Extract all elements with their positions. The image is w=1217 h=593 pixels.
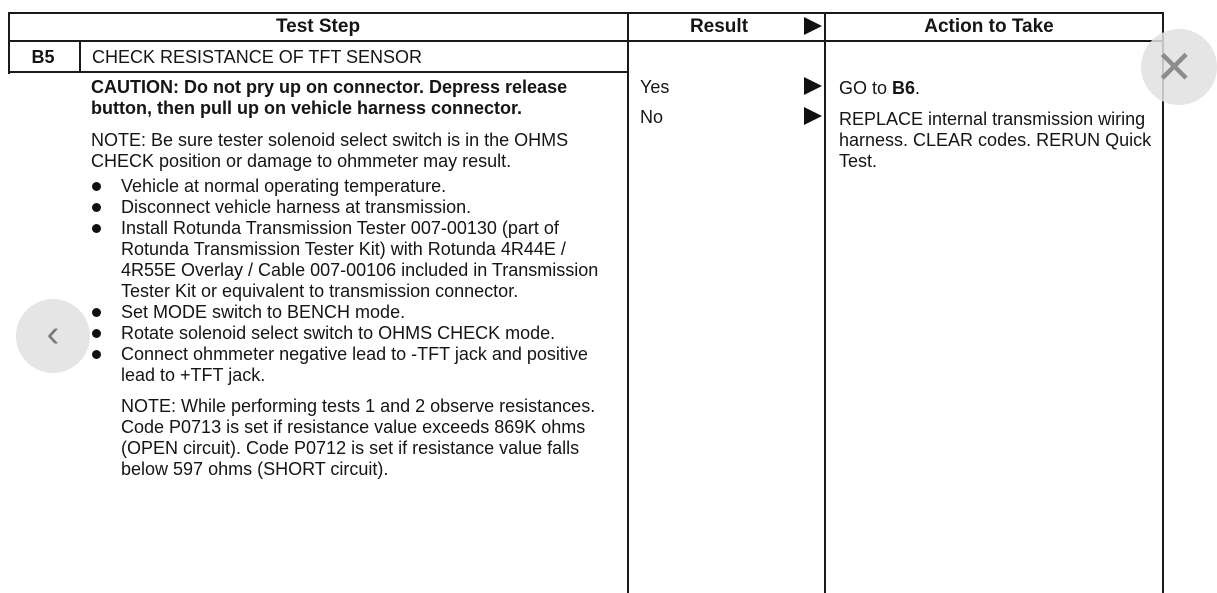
list-item — [91, 176, 616, 197]
note2-text: NOTE: While performing tests 1 and 2 observe resistances. Code P0713 is set if resistance value exceeds 869K ohms (OPEN circuit). Code P0712 is set if resistance value falls below 597 ohms (SHORT circuit). — [121, 396, 596, 479]
result-yes-arrow-icon — [804, 77, 822, 95]
header-action-to-take: Action to Take — [924, 16, 1054, 37]
list-item-text: Set MODE switch to BENCH mode. — [121, 302, 406, 322]
bullet-icon — [92, 182, 101, 191]
note-text: NOTE: Be sure tester solenoid select switch is in the OHMS CHECK position or damage to ohmmeter may result. — [91, 130, 569, 171]
close-button[interactable] — [1141, 29, 1217, 105]
header-bottom-border — [8, 40, 1164, 42]
bullet-icon — [92, 350, 101, 359]
bullet-icon — [92, 224, 101, 233]
action-yes — [839, 78, 1159, 99]
list-item — [91, 323, 616, 344]
header-test-step: Test Step — [275, 16, 361, 37]
result-no-arrow-icon — [804, 107, 822, 125]
list-item-text: Install Rotunda Transmission Tester 007-00130 (part of Rotunda Transmission Tester Kit) with Rotunda 4R44E / 4R55E Overlay / Cable 007-00106 included in Transmission Tester Kit or equivalent to transmission connector. — [121, 218, 599, 301]
list-item-text: Vehicle at normal operating temperature. — [121, 176, 447, 196]
step-code-divider — [79, 40, 81, 73]
bullet-icon — [92, 329, 101, 338]
header-result: Result — [689, 16, 749, 37]
action-yes-suffix: . — [915, 78, 921, 98]
bullet-icon — [92, 308, 101, 317]
step-code: B5 — [31, 47, 55, 67]
list-item-text: Disconnect vehicle harness at transmission. — [121, 197, 472, 217]
list-item — [91, 197, 616, 218]
step-title: CHECK RESISTANCE OF TFT SENSOR — [92, 47, 423, 67]
close-icon: ✕ — [1155, 41, 1194, 93]
chevron-left-icon: ‹ — [46, 313, 60, 355]
result-no: No — [640, 107, 664, 127]
action-yes-step-link: B6 — [892, 78, 916, 98]
header-arrow-icon — [804, 17, 822, 35]
prev-page-button[interactable] — [16, 299, 90, 373]
action-no: REPLACE internal transmission wiring harness. CLEAR codes. RERUN Quick Test. — [839, 109, 1152, 171]
caution-text: CAUTION: Do not pry up on connector. Depress release button, then pull up on vehicle harness connector. — [91, 77, 568, 118]
step-body — [91, 77, 616, 480]
list-item — [91, 302, 616, 323]
list-item-text: Connect ohmmeter negative lead to -TFT jack and positive lead to +TFT jack. — [121, 344, 588, 385]
list-item-text: Rotate solenoid select switch to OHMS CHECK mode. — [121, 323, 556, 343]
step-title-border — [8, 71, 628, 73]
result-yes: Yes — [640, 77, 670, 97]
action-yes-prefix: GO to — [839, 78, 893, 98]
step-instructions — [91, 176, 616, 386]
result-action-divider — [824, 12, 826, 593]
step-result-divider — [627, 12, 629, 593]
list-item — [91, 344, 616, 386]
bullet-icon — [92, 203, 101, 212]
list-item — [91, 218, 616, 302]
